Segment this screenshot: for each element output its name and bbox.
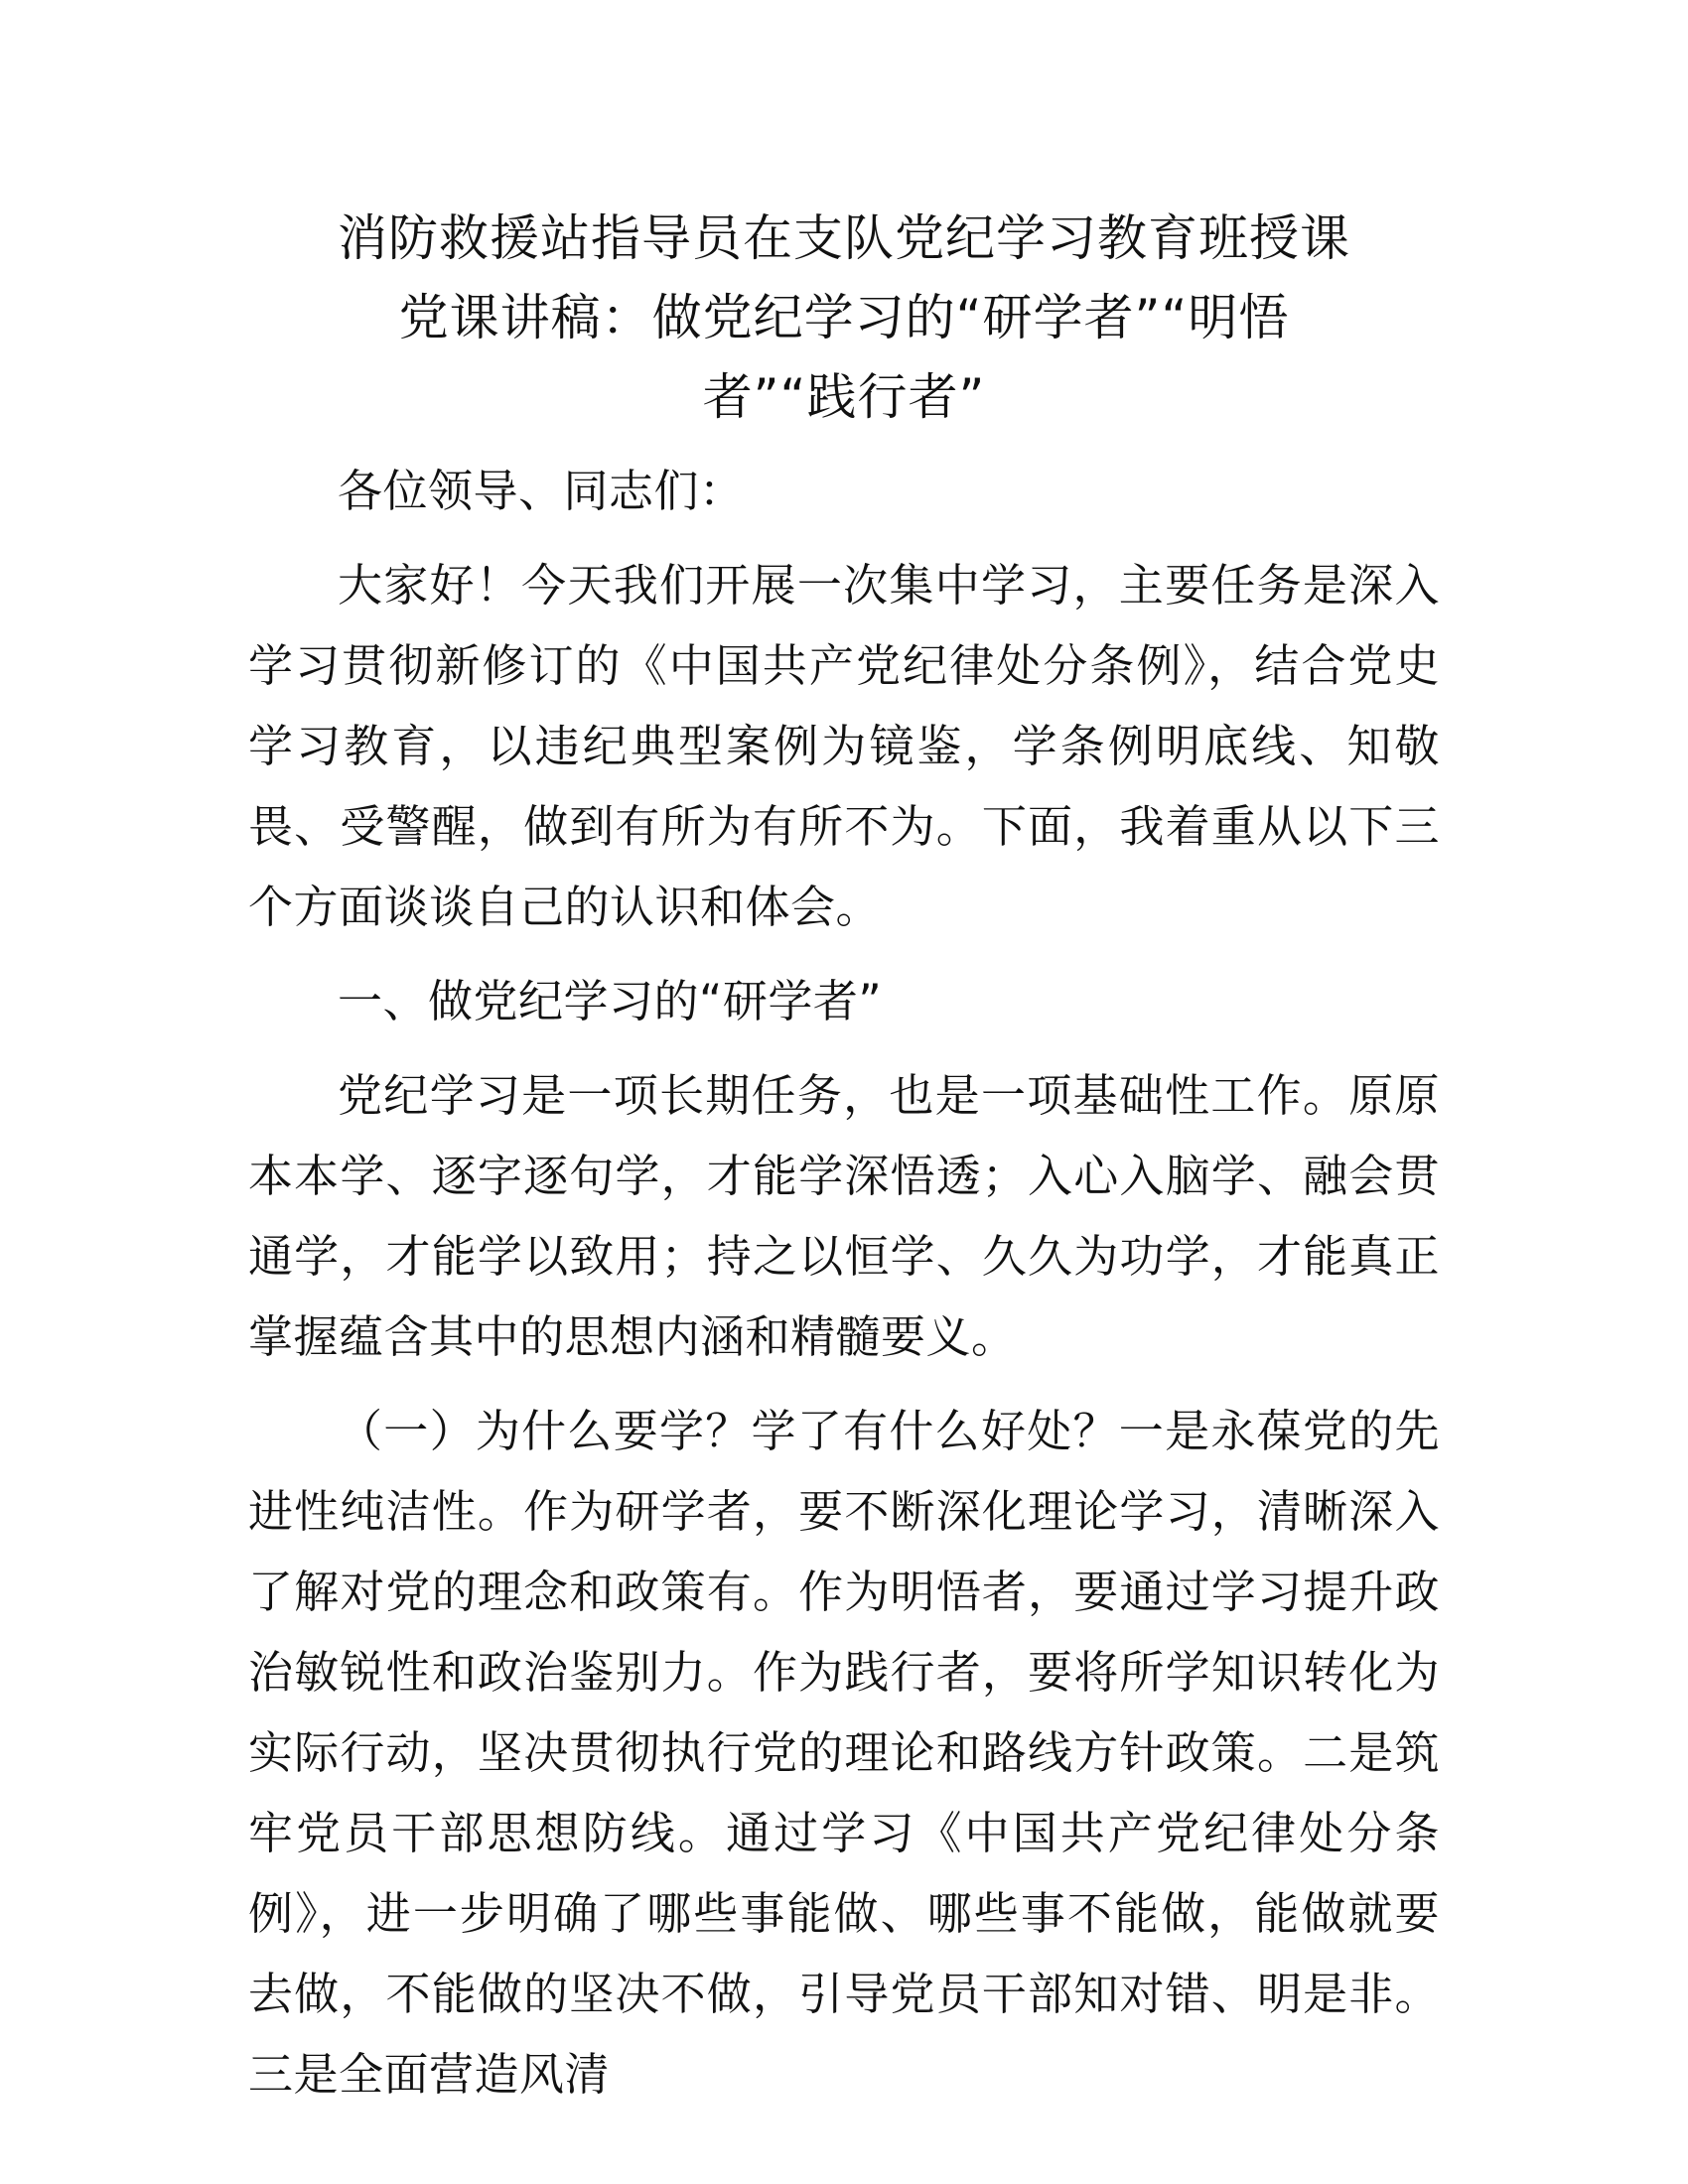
title-line-3: 者”“践行者” xyxy=(702,368,986,426)
document-title xyxy=(248,199,1440,437)
subsection-1-paragraph: （一）为什么要学？学了有什么好处？一是永葆党的先进性纯洁性。作为研学者，要不断深化理论学习，清晰深入了解对党的理念和政策有。作为明悟者，要通过学习提升政治敏锐性和政治鉴别力。作为践行者，要将所学知识转化为实际行动，坚决贯彻执行党的理论和路线方针政策。二是筑牢党员干部思想防线。通过学习《中国共产党纪律处分条例》，进一步明确了哪些事能做、哪些事不能做，能做就要去做，不能做的坚决不做，引导党员干部知对错、明是非。三是全面营造风清 xyxy=(248,1405,1440,2101)
title-line-1: 消防救援站指导员在支队党纪学习教育班授课 xyxy=(338,209,1350,267)
section-1-paragraph: 党纪学习是一项长期任务，也是一项基础性工作。原原本本学、逐字逐句学，才能学深悟透；入心入脑学、融会贯通学，才能学以致用；持之以恒学、久久为功学，才能真正掌握蕴含其中的思想内涵和精髓要义。 xyxy=(248,1069,1440,1363)
salutation: 各位领导、同志们： xyxy=(338,465,745,517)
document-page xyxy=(248,199,1440,2128)
intro-paragraph: 大家好！今天我们开展一次集中学习，主要任务是深入学习贯彻新修订的《中国共产党纪律处分条例》，结合党史学习教育，以违纪典型案例为镜鉴，学条例明底线、知敬畏、受警醒，做到有所为有所不为。下面，我着重从以下三个方面谈谈自己的认识和体会。 xyxy=(248,559,1440,933)
section-heading-1: 一、做党纪学习的“研学者” xyxy=(338,975,883,1027)
title-line-2: 党课讲稿：做党纪学习的“研学者”“明悟 xyxy=(398,289,1290,346)
